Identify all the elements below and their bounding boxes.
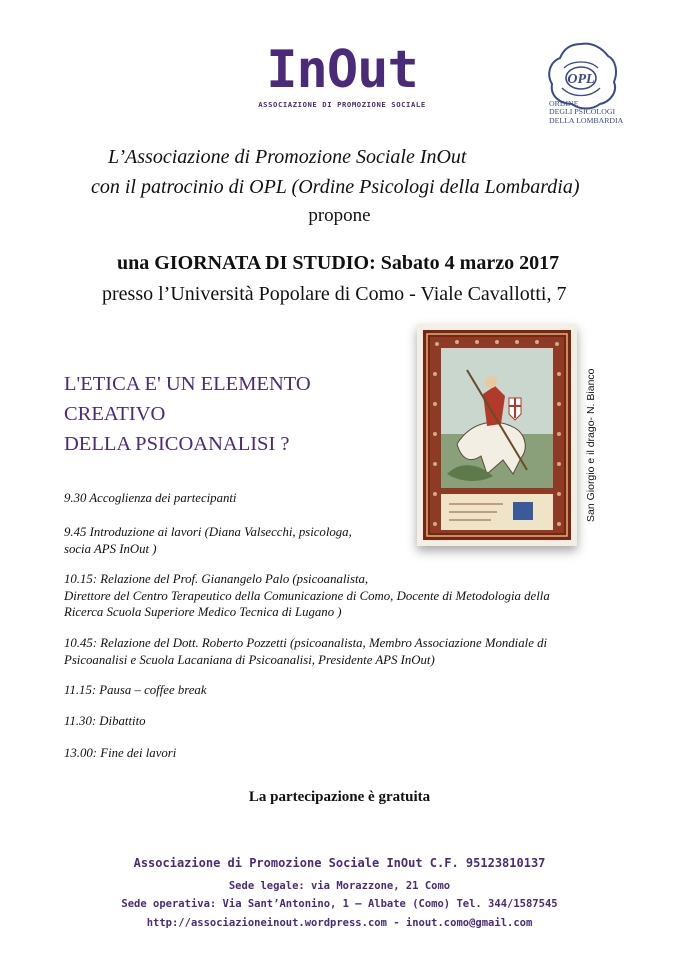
program-line: Direttore del Centro Terapeutico della Comunicazione di Como, Docente di Metodologia della (64, 588, 550, 603)
program-item (64, 571, 550, 621)
program-item (64, 635, 547, 668)
footer-legal-seat: Sede legale: via Morazzone, 21 Como (228, 880, 451, 892)
event-place: presso l’Università Popolare di Como - Viale Cavallotti, 7 (102, 283, 567, 305)
program-line: 11.15: Pausa – coffee break (64, 683, 207, 697)
inout-logo-word: InOut (266, 40, 418, 100)
program-line: Ricerca Scuola Superiore Medico Tecnica di Lugano ) (64, 605, 342, 619)
event-headline: una GIORNATA DI STUDIO: Sabato 4 marzo 2017 (117, 252, 560, 274)
program-line: socia APS InOut ) (64, 541, 157, 556)
opl-text-line: DELLA LOMBARDIA (549, 115, 624, 125)
opl-text-line: DEGLI PSICOLOGI (549, 107, 616, 117)
san-giorgio-image (417, 324, 577, 546)
program-line: 9.45 Introduzione ai lavori (Diana Valsecchi, psicologa, (64, 525, 352, 539)
event-title-line: DELLA PSICOANALISI ? (64, 433, 290, 455)
program-item (64, 745, 176, 762)
program-line: 13.00: Fine dei lavori (64, 746, 177, 760)
program-line: 9.30 Accoglienza dei partecipanti (64, 491, 237, 505)
program-line: 10.45: Relazione del Dott. Roberto Pozzetti (psicoanalista, Membro Associazione Mondiale di (64, 636, 548, 650)
intro-line-3: propone (308, 205, 371, 226)
program-item (64, 524, 352, 557)
event-title (64, 369, 311, 459)
event-title-line: L'ETICA E' UN ELEMENTO (64, 373, 311, 395)
inout-logo (252, 42, 432, 122)
program-line: Psicoanalisi e Scuola Lacaniana di Psicoanalisi, Presidente APS InOut) (64, 652, 435, 667)
program-item (64, 490, 237, 507)
inout-logo-subtitle: ASSOCIAZIONE DI PROMOZIONE SOCIALE (258, 100, 426, 109)
intro-line-1: L’Associazione di Promozione Sociale InOut (108, 146, 467, 168)
opl-mark: OPL (567, 72, 595, 87)
program-item (64, 682, 207, 699)
opl-logo-text (549, 100, 629, 125)
event-title-line: CREATIVO (64, 403, 166, 425)
manuscript-illustration-icon (417, 324, 577, 546)
opl-text-line: ORDINE (549, 99, 579, 108)
intro-line-2: con il patrocinio di OPL (Ordine Psicologi della Lombardia) (91, 176, 580, 198)
footer-association: Associazione di Promozione Sociale InOut C.F. 95123810137 (133, 856, 546, 870)
program-line: 10.15: Relazione del Prof. Gianangelo Palo (psicoanalista, (64, 572, 369, 586)
participation-note: La partecipazione è gratuita (248, 789, 431, 805)
footer-contacts: http://associazioneinout.wordpress.com - inout.como@gmail.com (146, 917, 533, 929)
program-item (64, 713, 146, 730)
program-line: 11.30: Dibattito (64, 714, 146, 728)
footer-operational-seat: Sede operativa: Via Sant’Antonino, 1 – Albate (Como) Tel. 344/1587545 (121, 898, 558, 910)
image-caption: San Giorgio e il drago- N. Bianco (585, 368, 597, 522)
